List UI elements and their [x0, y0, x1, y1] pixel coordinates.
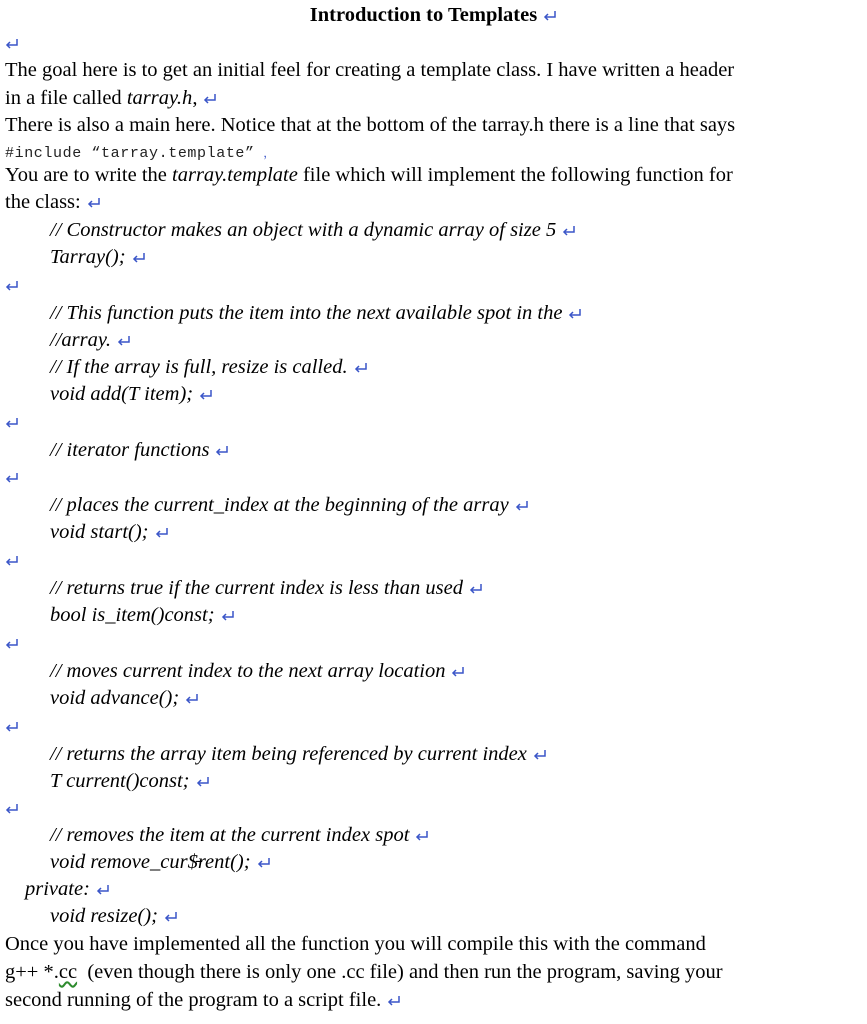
code-line: // places the current_index at the beginning of the array — [50, 493, 529, 517]
code-line: // Constructor makes an object with a dynamic array of size 5 — [50, 218, 576, 242]
code-line: void remove_cur$̵rent(); — [50, 850, 271, 874]
return-icon — [533, 749, 547, 761]
intro-line-6: the class: — [5, 190, 101, 214]
intro-line-4: #include “tarray.template” ﹐ — [5, 145, 273, 162]
code-line: private: — [25, 877, 110, 901]
empty-paragraph — [5, 465, 19, 489]
code-line: void resize(); — [50, 904, 178, 928]
code-line: // returns the array item being referenced by current index — [50, 742, 547, 766]
return-icon — [132, 252, 146, 264]
empty-paragraph — [5, 410, 19, 434]
paragraph-mark-icon: ﹐ — [254, 146, 273, 161]
return-icon — [469, 583, 483, 595]
intro-line-5: You are to write the tarray.template file which will implement the following function for — [5, 164, 733, 186]
return-icon — [155, 527, 169, 539]
intro-line-2: in a file called tarray.h, — [5, 86, 217, 110]
spellcheck-word: cc — [58, 961, 78, 983]
empty-paragraph — [5, 631, 19, 655]
return-icon — [5, 417, 19, 429]
outro-line-2: g++ *.cc (even though there is only one .cc file) and then run the program, saving your — [5, 961, 723, 983]
return-icon — [562, 225, 576, 237]
return-icon — [185, 693, 199, 705]
empty-paragraph — [5, 796, 19, 820]
code-line: //array. — [50, 328, 131, 352]
outro-line-1: Once you have implemented all the function you will compile this with the command — [5, 933, 706, 955]
empty-paragraph — [5, 31, 19, 55]
code-line: // This function puts the item into the next available spot in the — [50, 301, 582, 325]
code-line: // removes the item at the current index spot — [50, 823, 429, 847]
code-line: bool is_item()const; — [50, 603, 235, 627]
return-icon — [5, 721, 19, 733]
return-icon — [387, 995, 401, 1007]
page-title: Introduction to Templates — [0, 3, 867, 27]
return-icon — [196, 776, 210, 788]
empty-paragraph — [5, 714, 19, 738]
code-line: T current()const; — [50, 769, 210, 793]
return-icon — [96, 884, 110, 896]
code-line: Tarray(); — [50, 245, 146, 269]
return-icon — [257, 857, 271, 869]
return-icon — [164, 911, 178, 923]
return-icon — [215, 445, 229, 457]
return-icon — [354, 362, 368, 374]
return-icon — [568, 308, 582, 320]
return-icon — [5, 472, 19, 484]
return-icon — [87, 197, 101, 209]
outro-line-3: second running of the program to a script file. — [5, 988, 401, 1012]
code-line: void start(); — [50, 520, 169, 544]
return-icon — [415, 830, 429, 842]
return-icon — [451, 666, 465, 678]
return-icon — [5, 555, 19, 567]
empty-paragraph — [5, 273, 19, 297]
code-line: // returns true if the current index is less than used — [50, 576, 483, 600]
code-line: void advance(); — [50, 686, 199, 710]
code-line: // If the array is full, resize is called. — [50, 355, 368, 379]
return-icon — [515, 500, 529, 512]
code-line: void add(T item); — [50, 382, 213, 406]
return-icon — [5, 638, 19, 650]
empty-paragraph — [5, 548, 19, 572]
return-icon — [5, 280, 19, 292]
return-icon — [117, 335, 131, 347]
return-icon — [199, 389, 213, 401]
return-icon — [203, 93, 217, 105]
intro-line-3: There is also a main here. Notice that at the bottom of the tarray.h there is a line that says — [5, 114, 736, 136]
return-icon — [5, 38, 19, 50]
intro-line-1: The goal here is to get an initial feel for creating a template class. I have written a header — [5, 59, 735, 81]
code-line: // moves current index to the next array location — [50, 659, 465, 683]
return-icon — [5, 803, 19, 815]
return-icon — [543, 10, 557, 22]
code-line: // iterator functions — [50, 438, 229, 462]
return-icon — [221, 610, 235, 622]
